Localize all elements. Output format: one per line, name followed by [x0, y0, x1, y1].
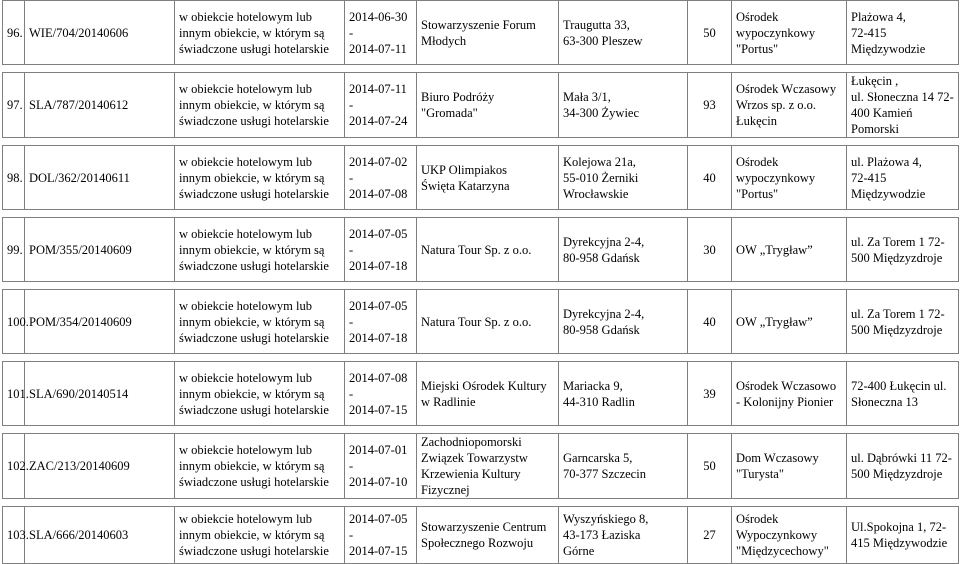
accommodation-type: w obiekcie hotelowym lub innym obiekcie, w którym są świadczone usługi hotelarskie	[175, 73, 345, 138]
facility-name: Ośrodek wypoczynkowy "Portus"	[732, 146, 847, 210]
registration-code: WIE/704/20140606	[25, 1, 175, 65]
row-number: 99.	[3, 218, 25, 282]
table-row	[3, 362, 959, 426]
facility-location: ul. Za Torem 1 72- 500 Międzyzdroje	[847, 290, 959, 354]
participant-count: 40	[688, 146, 732, 210]
organizer-address: Garncarska 5, 70-377 Szczecin	[559, 434, 688, 499]
facility-name: Ośrodek Wczasowy Wrzos sp. z o.o. Łukęcin	[732, 73, 847, 138]
row-number: 98.	[3, 146, 25, 210]
facility-name: Ośrodek wypoczynkowy "Portus"	[732, 1, 847, 65]
registration-code: SLA/690/20140514	[25, 362, 175, 426]
date-range: 2014-07-05 - 2014-07-18	[345, 290, 417, 354]
table-row	[3, 218, 959, 282]
row-number: 103.	[3, 507, 25, 564]
table-row	[3, 434, 959, 499]
registration-code: POM/355/20140609	[25, 218, 175, 282]
participant-count: 27	[688, 507, 732, 564]
organizer-name: UKP Olimpiakos Święta Katarzyna	[417, 146, 559, 210]
table-row	[3, 507, 959, 564]
organizer-name: Miejski Ośrodek Kultury w Radlinie	[417, 362, 559, 426]
facility-name: OW „Trygław”	[732, 218, 847, 282]
row-number: 96.	[3, 1, 25, 65]
date-range: 2014-07-01 - 2014-07-10	[345, 434, 417, 499]
facility-location: ul. Za Torem 1 72- 500 Międzyzdroje	[847, 218, 959, 282]
camps-table	[2, 0, 959, 564]
row-number: 100.	[3, 290, 25, 354]
participant-count: 93	[688, 73, 732, 138]
participant-count: 30	[688, 218, 732, 282]
date-range: 2014-07-11 - 2014-07-24	[345, 73, 417, 138]
facility-location: Plażowa 4, 72-415 Międzywodzie	[847, 1, 959, 65]
participant-count: 50	[688, 1, 732, 65]
participant-count: 39	[688, 362, 732, 426]
table-row	[3, 1, 959, 65]
registration-code: SLA/666/20140603	[25, 507, 175, 564]
organizer-name: Natura Tour Sp. z o.o.	[417, 218, 559, 282]
date-range: 2014-07-02 - 2014-07-08	[345, 146, 417, 210]
facility-name: OW „Trygław”	[732, 290, 847, 354]
organizer-address: Wyszyńskiego 8, 43-173 Łaziska Górne	[559, 507, 688, 564]
row-number: 102.	[3, 434, 25, 499]
table-row	[3, 290, 959, 354]
organizer-address: Dyrekcyjna 2-4, 80-958 Gdańsk	[559, 290, 688, 354]
organizer-name: Natura Tour Sp. z o.o.	[417, 290, 559, 354]
date-range: 2014-07-05 - 2014-07-15	[345, 507, 417, 564]
organizer-address: Kolejowa 21a, 55-010 Żerniki Wrocławskie	[559, 146, 688, 210]
accommodation-type: w obiekcie hotelowym lub innym obiekcie, w którym są świadczone usługi hotelarskie	[175, 434, 345, 499]
facility-location: Ul.Spokojna 1, 72- 415 Międzywodzie	[847, 507, 959, 564]
organizer-name: Stowarzyszenie Centrum Społecznego Rozwoju	[417, 507, 559, 564]
organizer-address: Dyrekcyjna 2-4, 80-958 Gdańsk	[559, 218, 688, 282]
facility-location: Łukęcin , ul. Słoneczna 14 72- 400 Kamień Pomorski	[847, 73, 959, 138]
organizer-address: Traugutta 33, 63-300 Pleszew	[559, 1, 688, 65]
table-row	[3, 73, 959, 138]
date-range: 2014-07-08 - 2014-07-15	[345, 362, 417, 426]
registration-code: ZAC/213/20140609	[25, 434, 175, 499]
accommodation-type: w obiekcie hotelowym lub innym obiekcie, w którym są świadczone usługi hotelarskie	[175, 507, 345, 564]
facility-location: 72-400 Łukęcin ul. Słoneczna 13	[847, 362, 959, 426]
facility-name: Dom Wczasowy "Turysta"	[732, 434, 847, 499]
accommodation-type: w obiekcie hotelowym lub innym obiekcie, w którym są świadczone usługi hotelarskie	[175, 146, 345, 210]
row-number: 101.	[3, 362, 25, 426]
organizer-address: Mariacka 9, 44-310 Radlin	[559, 362, 688, 426]
organizer-name: Biuro Podróży "Gromada"	[417, 73, 559, 138]
date-range: 2014-06-30 - 2014-07-11	[345, 1, 417, 65]
accommodation-type: w obiekcie hotelowym lub innym obiekcie, w którym są świadczone usługi hotelarskie	[175, 362, 345, 426]
facility-name: Ośrodek Wypoczynkowy "Międzycechowy"	[732, 507, 847, 564]
organizer-name: Stowarzyszenie Forum Młodych	[417, 1, 559, 65]
organizer-name: Zachodniopomorski Związek Towarzystw Krzewienia Kultury Fizycznej	[417, 434, 559, 499]
facility-name: Ośrodek Wczasowo - Kolonijny Pionier	[732, 362, 847, 426]
accommodation-type: w obiekcie hotelowym lub innym obiekcie, w którym są świadczone usługi hotelarskie	[175, 218, 345, 282]
table-row	[3, 146, 959, 210]
organizer-address: Mała 3/1, 34-300 Żywiec	[559, 73, 688, 138]
facility-location: ul. Plażowa 4, 72-415 Międzywodzie	[847, 146, 959, 210]
participant-count: 40	[688, 290, 732, 354]
participant-count: 50	[688, 434, 732, 499]
facility-location: ul. Dąbrówki 11 72- 500 Międzyzdroje	[847, 434, 959, 499]
registration-code: POM/354/20140609	[25, 290, 175, 354]
registration-code: DOL/362/20140611	[25, 146, 175, 210]
accommodation-type: w obiekcie hotelowym lub innym obiekcie, w którym są świadczone usługi hotelarskie	[175, 1, 345, 65]
row-number: 97.	[3, 73, 25, 138]
registration-code: SLA/787/20140612	[25, 73, 175, 138]
date-range: 2014-07-05 - 2014-07-18	[345, 218, 417, 282]
accommodation-type: w obiekcie hotelowym lub innym obiekcie, w którym są świadczone usługi hotelarskie	[175, 290, 345, 354]
